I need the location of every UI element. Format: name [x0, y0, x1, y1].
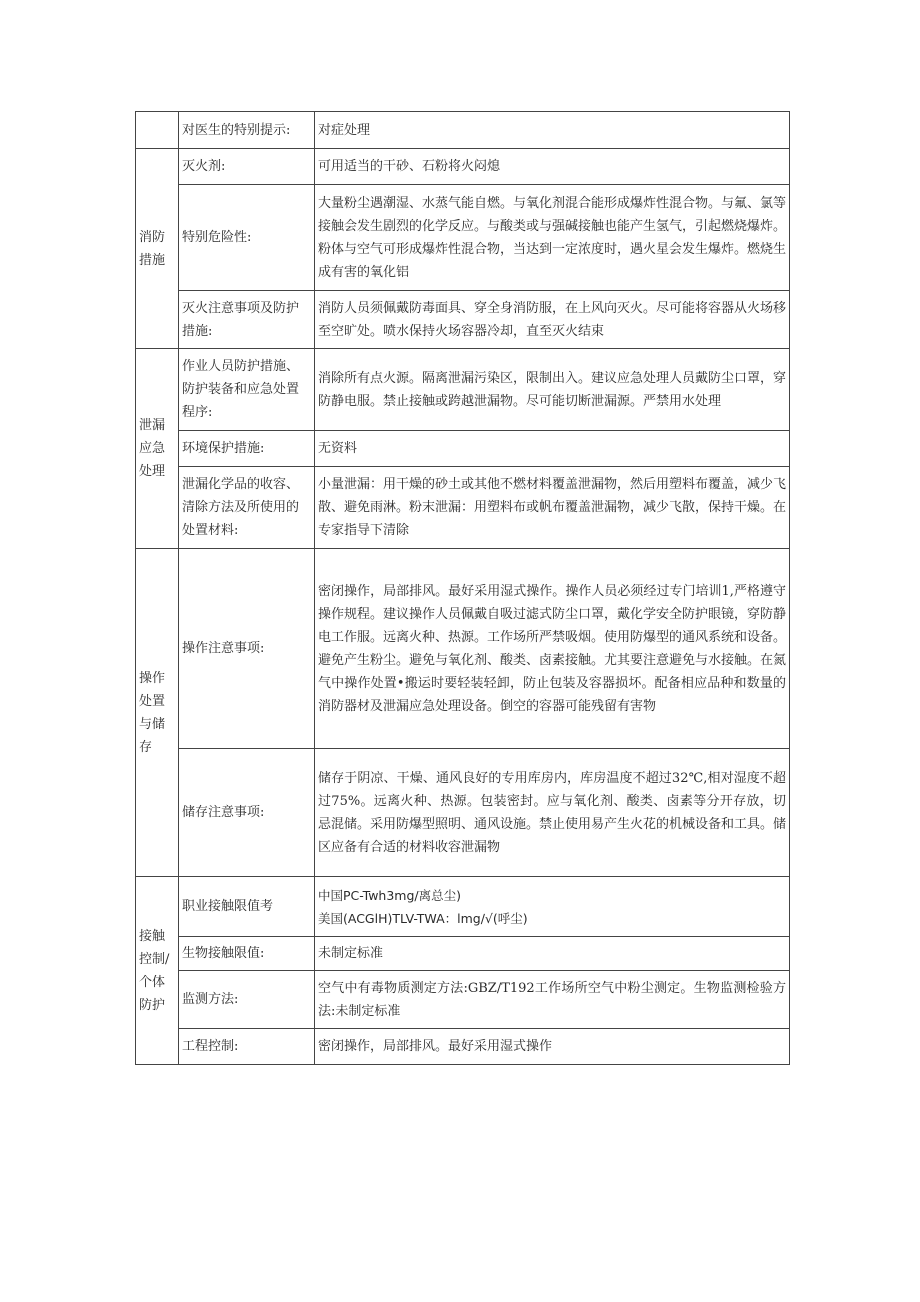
row-label: 职业接触限值考 [179, 877, 315, 937]
table-row [136, 431, 790, 467]
row-value [315, 877, 790, 937]
section-title-handling: 操作处置与储存 [136, 549, 179, 877]
row-label: 灭火剂: [179, 149, 315, 185]
table-row [136, 937, 790, 971]
table-row [136, 291, 790, 349]
row-value: 消防人员须佩戴防毒面具、穿全身消防服，在上风向灭火。尽可能将容器从火场移至空旷处。喷水保持火场容器冷却，直至灭火结束 [315, 291, 790, 349]
row-value: 可用适当的干砂、石粉将火闷熄 [315, 149, 790, 185]
row-value: 储存于阴凉、干燥、通风良好的专用库房内，库房温度不超过32℃,相对湿度不超过75%。远离火种、热源。包装密封。应与氧化剂、酸类、卤素等分开存放，切忌混储。采用防爆型照明、通风设施。禁止使用易产生火花的机械设备和工具。储区应备有合适的材料收容泄漏物 [315, 749, 790, 877]
row-label: 储存注意事项: [179, 749, 315, 877]
table-row [136, 467, 790, 549]
row-label: 泄漏化学品的收容、清除方法及所使用的处置材料: [179, 467, 315, 549]
section-title-exposure: 接触控制/个体防护 [136, 877, 179, 1065]
section-title-fire: 消防措施 [136, 149, 179, 349]
row-label: 操作注意事项: [179, 549, 315, 749]
row-value: 消除所有点火源。隔离泄漏污染区，限制出入。建议应急处理人员戴防尘口罩，穿防静电服。禁止接触或跨越泄漏物。尽可能切断泄漏源。严禁用水处理 [315, 349, 790, 431]
oel-china: 中国PC-Twh3mg/离总尘) [318, 887, 461, 903]
row-label: 特别危险性: [179, 185, 315, 291]
empty-section-cell [136, 112, 179, 149]
row-value: 对症处理 [315, 112, 790, 149]
row-label: 作业人员防护措施、防护装备和应急处置程序: [179, 349, 315, 431]
row-label: 对医生的特别提示: [179, 112, 315, 149]
oel-usa: 美国(ACGlH)TLV-TWA：lmg∕√(呼尘) [318, 910, 528, 926]
table-row [136, 349, 790, 431]
row-value: 无资料 [315, 431, 790, 467]
table-row [136, 149, 790, 185]
table-row [136, 112, 790, 149]
row-label: 灭火注意事项及防护措施: [179, 291, 315, 349]
table-row [136, 971, 790, 1029]
row-value: 未制定标准 [315, 937, 790, 971]
table-row [136, 549, 790, 749]
row-value: 大量粉尘遇潮湿、水蒸气能自燃。与氧化剂混合能形成爆炸性混合物。与氟、氯等接触会发生剧烈的化学反应。与酸类或与强碱接触也能产生氢气，引起燃烧爆炸。粉体与空气可形成爆炸性混合物，当达到一定浓度时，遇火星会发生爆炸。燃烧生成有害的氧化铝 [315, 185, 790, 291]
table-row [136, 877, 790, 937]
row-label: 工程控制: [179, 1029, 315, 1065]
row-value: 密闭操作，局部排风。最好采用湿式操作 [315, 1029, 790, 1065]
table-row [136, 749, 790, 877]
table-row [136, 185, 790, 291]
row-value: 密闭操作，局部排风。最好采用湿式操作。操作人员必须经过专门培训1,严格遵守操作规程。建议操作人员佩戴自吸过滤式防尘口罩，戴化学安全防护眼镜，穿防静电工作服。远离火种、热源。工作场所严禁吸烟。使用防爆型的通风系统和设备。避免产生粉尘。避免与氧化剂、酸类、卤素接触。尤其要注意避免与水接触。在氮气中操作处置•搬运时要轻装轻卸，防止包装及容器损坏。配备相应品种和数量的消防器材及泄漏应急处理设备。倒空的容器可能残留有害物 [315, 549, 790, 749]
row-label: 生物接触限值: [179, 937, 315, 971]
row-value: 小量泄漏：用干燥的砂土或其他不燃材料覆盖泄漏物，然后用塑料布覆盖，减少飞散、避免雨淋。粉末泄漏：用塑料布或帆布覆盖泄漏物，减少飞散，保持干燥。在专家指导下清除 [315, 467, 790, 549]
section-title-leak: 泄漏应急处理 [136, 349, 179, 549]
row-value: 空气中有毒物质测定方法:GBZ/T192工作场所空气中粉尘测定。生物监测检验方法:未制定标准 [315, 971, 790, 1029]
row-label: 环境保护措施: [179, 431, 315, 467]
safety-data-table [135, 111, 790, 1065]
row-label: 监测方法: [179, 971, 315, 1029]
table-row [136, 1029, 790, 1065]
